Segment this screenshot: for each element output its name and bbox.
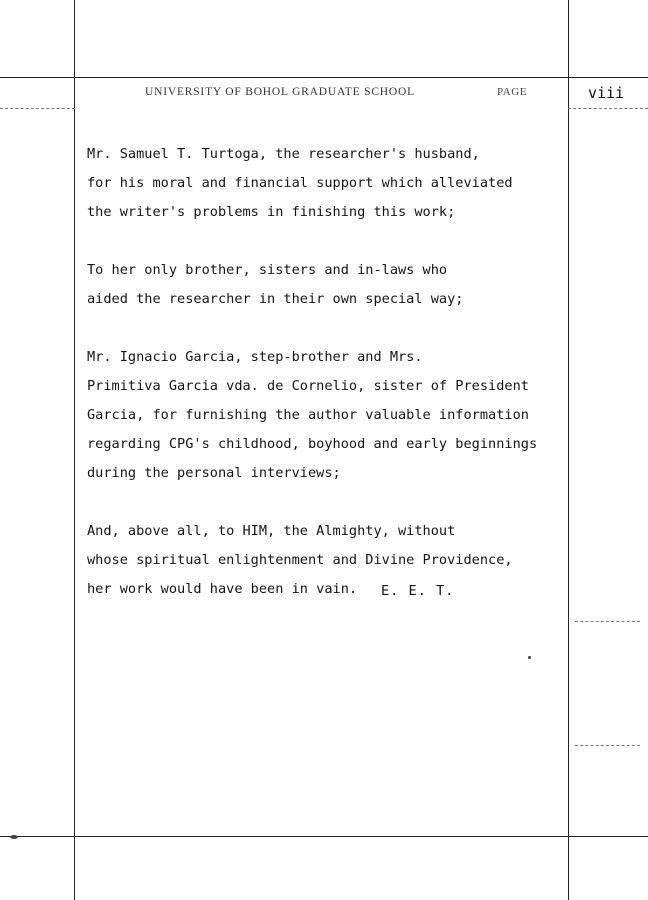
header-bottom-rule: [0, 108, 75, 109]
right-margin-rule: [568, 0, 569, 900]
institution-header: UNIVERSITY OF BOHOL GRADUATE SCHOOL: [145, 86, 415, 98]
author-initials: E. E. T.: [381, 583, 455, 599]
header-top-rule: [0, 77, 648, 78]
header-bottom-rule-right: [568, 108, 648, 109]
scan-speck: [10, 835, 18, 839]
paragraph-siblings: To her only brother, sisters and in-laws who aided the researcher in their own special way;: [87, 262, 464, 307]
page-label: PAGE: [497, 86, 528, 98]
acknowledgment-body: [87, 140, 557, 633]
left-margin-rule: [74, 0, 75, 900]
right-margin-mark-1: [575, 621, 640, 622]
scan-speck: [528, 656, 531, 659]
paragraph-relatives: Mr. Ignacio Garcia, step-brother and Mrs. Primitiva Garcia vda. de Cornelio, sister of President Garcia, for furnishing the author valuable information regarding CPG's childhood, boyhood and early beginnings during the personal interviews;: [87, 349, 538, 481]
footer-rule: [0, 836, 648, 837]
paragraph-almighty: And, above all, to HIM, the Almighty, without whose spiritual enlightenment and Divine Providence, her work would have been in vain.: [87, 523, 513, 597]
page-number: viii: [588, 84, 625, 102]
paragraph-husband: Mr. Samuel T. Turtoga, the researcher's husband, for his moral and financial support which alleviated the writer's problems in finishing this work;: [87, 146, 513, 220]
right-margin-mark-2: [575, 745, 640, 746]
